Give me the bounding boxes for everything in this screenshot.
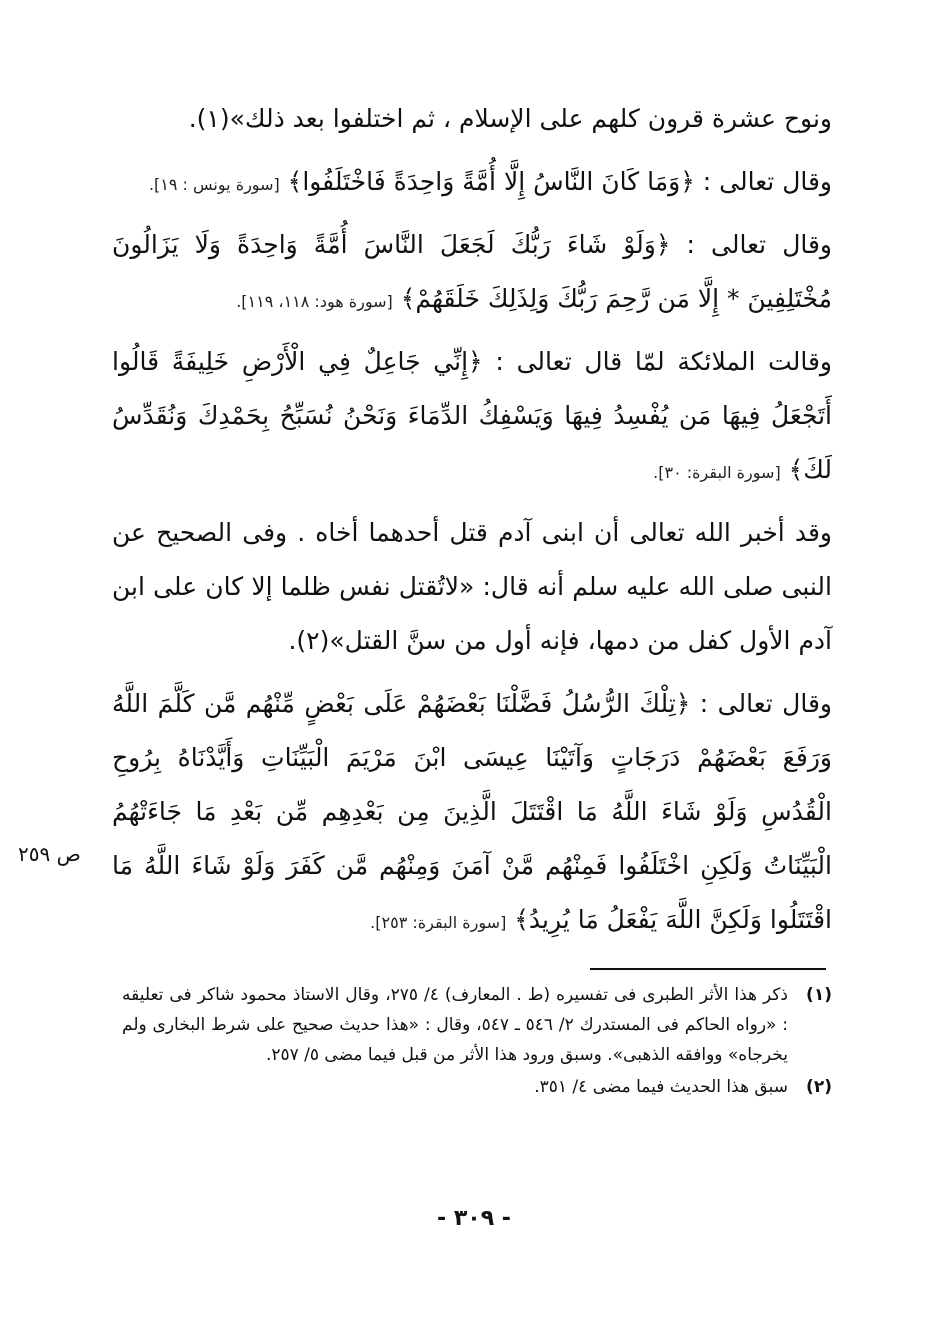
- footnote-item: [122, 980, 832, 1070]
- paragraph-text: وقد أخبر الله تعالى أن ابنى آدم قتل أحدهما أخاه . وفى الصحيح عن النبى صلى الله عليه سلم أنه قال: «لاتُقتل نفس ظلما إلا كان على ابن آدم الأول كفل من دمها، فإنه أول من سنَّ القتل»(٢).: [112, 518, 832, 655]
- paragraph: [112, 506, 832, 671]
- footnote-item: [122, 1072, 832, 1102]
- footnote-text: سبق هذا الحديث فيما مضى ٤/ ٣٥١.: [534, 1077, 788, 1097]
- footnote-number: (٢): [806, 1077, 832, 1097]
- footnote-divider: [590, 968, 826, 970]
- paragraph-text: وقال تعالى : ﴿تِلْكَ الرُّسُلُ فَضَّلْنَا بَعْضَهُمْ عَلَى بَعْضٍ مِّنْهُم مَّن كَلَّمَ اللَّهُ وَرَفَعَ بَعْضَهُمْ دَرَجَاتٍ وَآتَيْنَا عِيسَى ابْنَ مَرْيَمَ الْبَيِّنَاتِ وَأَيَّدْنَاهُ بِرُوحِ الْقُدُسِ وَلَوْ شَاءَ اللَّهُ مَا اقْتَتَلَ الَّذِينَ مِن بَعْدِهِم مِّن بَعْدِ مَا جَاءَتْهُمُ الْبَيِّنَاتُ وَلَكِنِ اخْتَلَفُوا فَمِنْهُم مَّنْ آمَنَ وَمِنْهُم مَّن كَفَرَ وَلَوْ شَاءَ اللَّهُ مَا اقْتَتَلُوا وَلَكِنَّ اللَّهَ يَفْعَلُ مَا يُرِيدُ﴾: [112, 689, 832, 934]
- paragraph: [112, 218, 832, 329]
- paragraph: [112, 677, 832, 950]
- main-text: [112, 92, 832, 956]
- footnote-number: (١): [806, 985, 832, 1005]
- paragraph: [112, 335, 832, 500]
- paragraph-text: وقال تعالى : ﴿وَلَوْ شَاءَ رَبُّكَ لَجَعَلَ النَّاسَ أُمَّةً وَاحِدَةً وَلَا يَزَالُونَ مُخْتَلِفِينَ * إِلَّا مَن رَّحِمَ رَبُّكَ وَلِذَلِكَ خَلَقَهُمْ﴾: [112, 230, 832, 313]
- paragraph: [112, 92, 832, 149]
- verse-reference: [سورة البقرة: ٢٥٣].: [370, 913, 507, 932]
- page-number: - ٣٠٩ -: [437, 1206, 511, 1231]
- paragraph-text: وقالت الملائكة لمّا قال تعالى : ﴿إِنِّي جَاعِلٌ فِي الْأَرْضِ خَلِيفَةً قَالُوا أَتَجْعَلُ فِيهَا مَن يُفْسِدُ فِيهَا وَيَسْفِكُ الدِّمَاءَ وَنَحْنُ نُسَبِّحُ بِحَمْدِكَ وَنُقَدِّسُ لَكَ﴾: [112, 347, 832, 484]
- paragraph-text: وقال تعالى : ﴿وَمَا كَانَ النَّاسُ إِلَّا أُمَّةً وَاحِدَةً فَاخْتَلَفُوا﴾: [287, 167, 832, 196]
- margin-page-reference: ص ٢٥٩: [18, 842, 81, 866]
- verse-reference: [سورة البقرة: ٣٠].: [653, 463, 781, 482]
- footnote-text: ذكر هذا الأثر الطبرى فى تفسيره (ط . المعارف) ٤/ ٢٧٥، وقال الاستاذ محمود شاكر فى تعليقه : «رواه الحاكم فى المستدرك ٢/ ٥٤٦ ـ ٥٤٧، وقال : «هذا حديث صحيح على شرط البخارى ولم يخرجاه» ووافقه الذهبى». وسبق ورود هذا الأثر من قبل فيما مضى ٥/ ٢٥٧.: [122, 985, 788, 1065]
- verse-reference: [سورة يونس : ١٩].: [148, 175, 280, 194]
- footnotes: [122, 980, 832, 1104]
- verse-reference: [سورة هود: ١١٨، ١١٩].: [236, 292, 393, 311]
- paragraph-text: ونوح عشرة قرون كلهم على الإسلام ، ثم اختلفوا بعد ذلك»(١).: [188, 104, 832, 133]
- paragraph: [112, 155, 832, 212]
